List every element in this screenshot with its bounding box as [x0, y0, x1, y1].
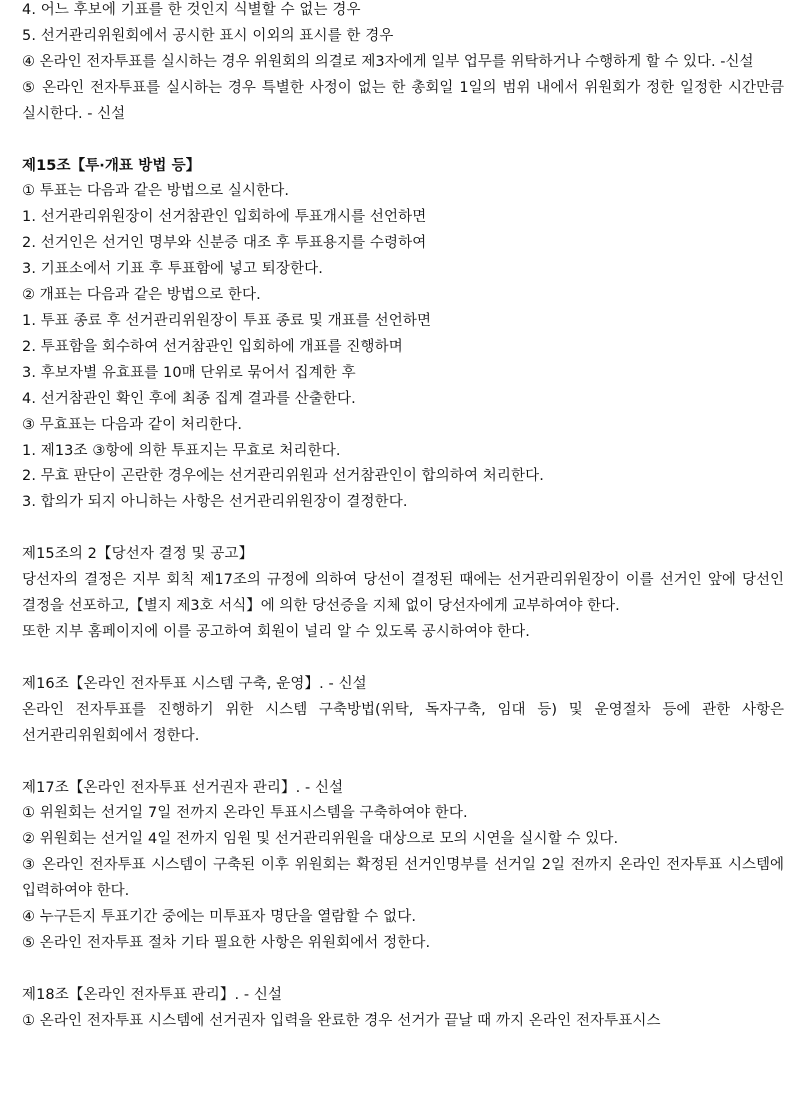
article-15-line: 3. 합의가 되지 아니하는 사항은 선거관리위원장이 결정한다.	[22, 494, 408, 511]
article-17-heading: 제17조【온라인 전자투표 선거권자 관리】. - 신설	[22, 779, 344, 796]
article-15-line: 1. 선거관리위원장이 선거참관인 입회하에 투표개시를 선언하면	[22, 209, 427, 226]
item-4: 4. 어느 후보에 기표를 한 것인지 식별할 수 없는 경우	[22, 2, 361, 18]
article-15-2-paragraph: 당선자의 결정은 지부 회칙 제17조의 규정에 의하여 당선이 결정된 때에는 선거관리위원장이 이를 선거인 앞에 당선인 결정을 선포하고,【별지 제3호 서식】에 의한 당선증을 지체 없이 당선자에게 교부하여야 한다.	[22, 572, 784, 615]
article-16-paragraph: 온라인 전자투표를 진행하기 위한 시스템 구축방법(위탁, 독자구축, 임대 등) 및 운영절차 등에 관한 사항은 선거관리위원회에서 정한다.	[22, 701, 784, 744]
article-15-line: ① 투표는 다음과 같은 방법으로 실시한다.	[22, 183, 290, 200]
article-15-line: 4. 선거참관인 확인 후에 최종 집계 결과를 산출한다.	[22, 390, 356, 407]
article-16-heading: 제16조【온라인 전자투표 시스템 구축, 운영】. - 신설	[22, 675, 367, 692]
article-15-2-paragraph-2: 또한 지부 홈페이지에 이를 공고하여 회원이 널리 알 수 있도록 공시하여야 한다.	[22, 623, 530, 640]
article-17-item-2: ② 위원회는 선거일 4일 전까지 임원 및 선거관리위원을 대상으로 모의 시연을 실시할 수 있다.	[22, 831, 619, 848]
article-15-2-heading: 제15조의 2【당선자 결정 및 공고】	[22, 546, 254, 563]
article-15-line: 2. 선거인은 선거인 명부와 신분증 대조 후 투표용지를 수령하여	[22, 235, 427, 252]
article-17-item-4: ④ 누구든지 투표기간 중에는 미투표자 명단을 열람할 수 없다.	[22, 909, 417, 926]
article-17-item-1: ① 위원회는 선거일 7일 전까지 온라인 투표시스템을 구축하여야 한다.	[22, 805, 468, 822]
clause-5-paragraph: ⑤ 온라인 전자투표를 실시하는 경우 특별한 사정이 없는 한 총회일 1일의 범위 내에서 위원회가 정한 일정한 시간만큼 실시한다. - 신설	[22, 79, 784, 122]
clause-4-paragraph: ④ 온라인 전자투표를 실시하는 경우 위원회의 의결로 제3자에게 일부 업무를 위탁하거나 수행하게 할 수 있다. -신설	[22, 53, 754, 70]
article-15-line: 1. 제13조 ③항에 의한 투표지는 무효로 처리한다.	[22, 442, 341, 459]
article-15-line: ③ 무효표는 다음과 같이 처리한다.	[22, 416, 243, 433]
item-5: 5. 선거관리위원회에서 공시한 표시 이외의 표시를 한 경우	[22, 27, 394, 44]
article-17-item-5: ⑤ 온라인 전자투표 절차 기타 필요한 사항은 위원회에서 정한다.	[22, 935, 431, 951]
article-15-heading: 제15조【투·개표 방법 등】	[22, 157, 201, 174]
article-17-item-3: ③ 온라인 전자투표 시스템이 구축된 이후 위원회는 확정된 선거인명부를 선거일 2일 전까지 온라인 전자투표 시스템에 입력하여야 한다.	[22, 857, 784, 900]
article-15-line: 3. 기표소에서 기표 후 투표함에 넣고 퇴장한다.	[22, 261, 323, 278]
article-18-heading: 제18조【온라인 전자투표 관리】. - 신설	[22, 986, 283, 1003]
spacer	[22, 516, 784, 542]
spacer	[22, 646, 784, 672]
spacer	[22, 750, 784, 776]
article-15-line: ② 개표는 다음과 같은 방법으로 한다.	[22, 287, 261, 304]
article-18-item-1: ① 온라인 전자투표 시스템에 선거권자 입력을 완료한 경우 선거가 끝날 때 까지 온라인 전자투표시스	[22, 1012, 661, 1029]
article-15-line: 2. 무효 판단이 곤란한 경우에는 선거관리위원과 선거참관인이 합의하여 처리한다.	[22, 468, 544, 485]
article-15-line: 1. 투표 종료 후 선거관리위원장이 투표 종료 및 개표를 선언하면	[22, 312, 432, 329]
spacer	[22, 957, 784, 983]
article-15-line: 3. 후보자별 유효표를 10매 단위로 묶어서 집계한 후	[22, 364, 356, 381]
article-15-line: 2. 투표함을 회수하여 선거참관인 입회하에 개표를 진행하며	[22, 338, 403, 355]
spacer	[22, 128, 784, 154]
